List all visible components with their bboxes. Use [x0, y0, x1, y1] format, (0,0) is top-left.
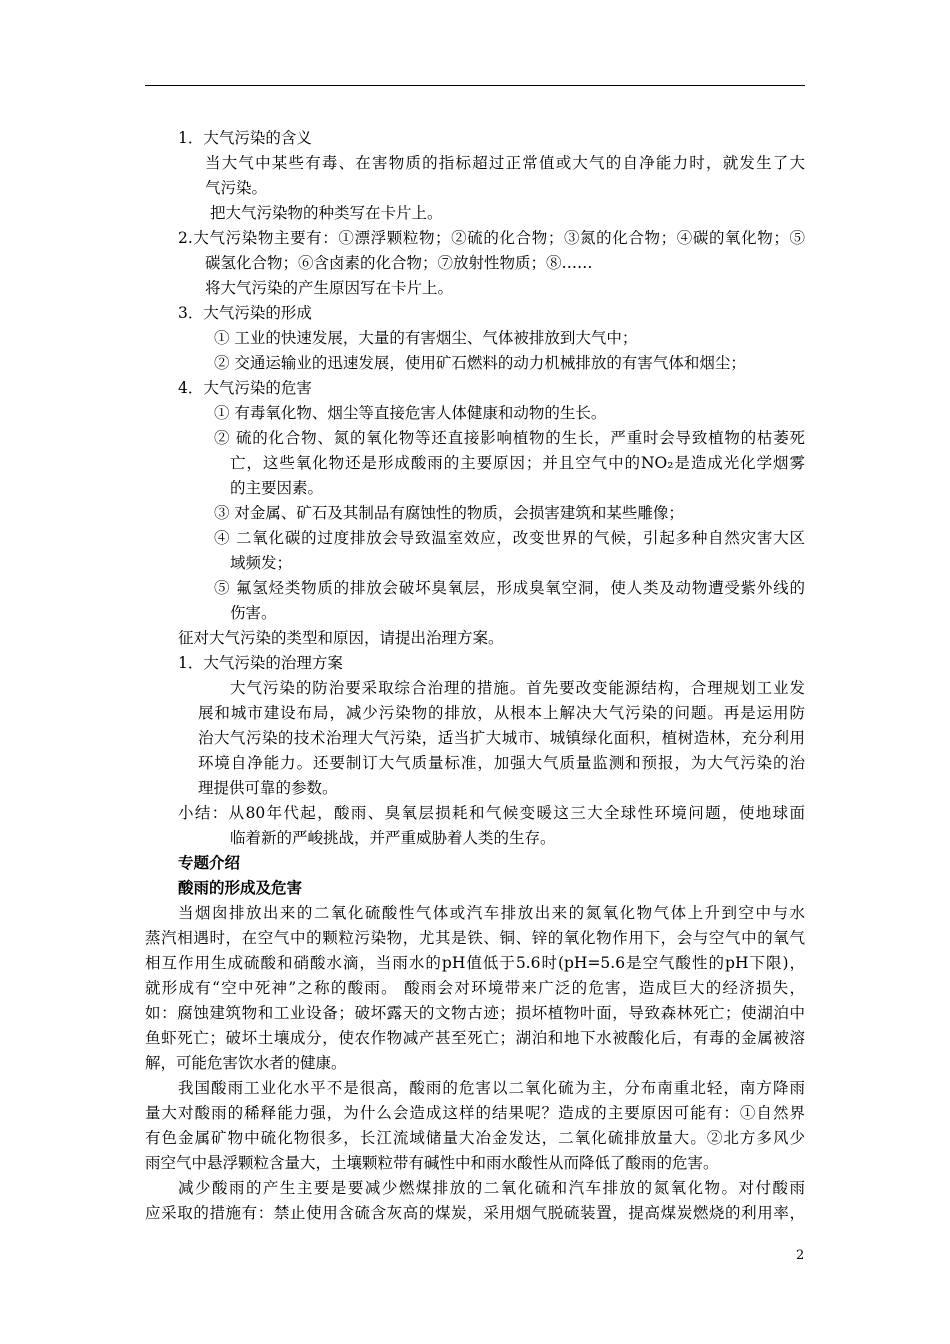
section-4-item-2-line-1: ② 硫的化合物、氮的氧化物等还直接影响植物的生长，严重时会导致植物的枯萎死 — [214, 429, 805, 447]
acid-rain-p2-line-4: 雨空气中悬浮颗粒含量大，土壤颗粒带有碱性中和雨水酸性从而降低了酸雨的危害。 — [145, 1154, 719, 1172]
section-4-item-2-line-3: 的主要因素。 — [230, 479, 324, 497]
section-5-line-1: 大气污染的防治要采取综合治理的措施。首先要改变能源结构，合理规划工业发 — [230, 679, 805, 697]
section-1-line-1: 当大气中某些有毒、在害物质的指标超过正常值或大气的自净能力时，就发生了大 — [205, 154, 805, 172]
section-4-item-5-line-1: ⑤ 氟氢烃类物质的排放会破坏臭氧层，形成臭氧空洞，使人类及动物遭受紫外线的 — [214, 579, 805, 597]
section-2-line-1: 2.大气污染物主要有：①漂浮颗粒物；②硫的化合物；③氮的化合物；④碳的氧化物；⑤ — [178, 229, 805, 247]
acid-rain-p2-line-3: 有色金属矿物中硫化物很多，长江流域储量大冶金发达，二氧化硫排放量大。②北方多风少 — [145, 1129, 805, 1147]
summary-line-1: 小结：从80年代起，酸雨、臭氧层损耗和气候变暖这三大全球性环境问题，使地球面 — [178, 804, 805, 822]
governance-prompt: 征对大气污染的类型和原因，请提出治理方案。 — [178, 629, 504, 647]
acid-rain-p1-line-3: 相互作用生成硫酸和硝酸水滴，当雨水的pH值低于5.6时(pH=5.6是空气酸性的pH下限)， — [145, 954, 805, 972]
page-number: 2 — [796, 1248, 805, 1263]
section-5-title: 1．大气污染的治理方案 — [178, 654, 343, 672]
acid-rain-p1-line-7: 解，可能危害饮水者的健康。 — [145, 1054, 347, 1072]
section-5-line-5: 理提供可靠的参数。 — [198, 779, 338, 797]
acid-rain-p1-line-2: 蒸汽相遇时，在空气中的颗粒污染物，尤其是铁、铜、锌的氧化物作用下，会与空气中的氧气 — [145, 929, 805, 947]
section-4-item-5-line-2: 伤害。 — [230, 604, 277, 622]
section-5-line-2: 展和城市建设布局，减少污染物的排放，从根本上解决大气污染的问题。再是运用防 — [198, 704, 805, 722]
section-4-title: 4．大气污染的危害 — [178, 379, 312, 397]
acid-rain-p3-line-1: 减少酸雨的产生主要是要减少燃煤排放的二氧化硫和汽车排放的氮氧化物。对付酸雨 — [178, 1179, 805, 1197]
section-3-item-2: ② 交通运输业的迅速发展，使用矿石燃料的动力机械排放的有害气体和烟尘； — [214, 354, 746, 372]
section-1-line-2: 气污染。 — [205, 179, 268, 197]
summary-line-2: 临着新的严峻挑战，并严重威胁着人类的生存。 — [230, 829, 556, 847]
section-1-note: 把大气污染物的种类写在卡片上。 — [210, 204, 443, 222]
section-5-line-3: 治大气污染的技术治理大气污染，适当扩大城市、城镇绿化面积，植树造林，充分利用 — [198, 729, 805, 747]
topic-heading: 专题介绍 — [178, 853, 241, 872]
header-rule — [145, 85, 805, 86]
section-3-item-1: ① 工业的快速发展，大量的有害烟尘、气体被排放到大气中； — [214, 329, 638, 347]
section-4-item-3: ③ 对金属、矿石及其制品有腐蚀性的物质，会损害建筑和某些雕像； — [214, 504, 684, 522]
section-4-item-4-line-2: 域频发； — [230, 554, 293, 572]
acid-rain-p2-line-2: 量大对酸雨的稀释能力强，为什么会造成这样的结果呢？造成的主要原因可能有：①自然界 — [145, 1104, 805, 1122]
acid-rain-p1-line-4: 就形成有“空中死神”之称的酸雨。 酸雨会对环境带来广泛的危害，造成巨大的经济损失， — [145, 979, 805, 997]
section-2-note: 将大气污染的产生原因写在卡片上。 — [205, 279, 454, 297]
acid-rain-p1-line-1: 当烟囱排放出来的二氧化硫酸性气体或汽车排放出来的氮氧化物气体上升到空中与水 — [178, 904, 805, 922]
section-4-item-4-line-1: ④ 二氧化碳的过度排放会导致温室效应，改变世界的气候，引起多种自然灾害大区 — [214, 529, 805, 547]
acid-rain-p3-line-2: 应采取的措施有：禁止使用含硫含灰高的煤炭，采用烟气脱硫装置，提高煤炭燃烧的利用率， — [145, 1204, 805, 1222]
section-1-title: 1．大气污染的含义 — [178, 129, 312, 147]
acid-rain-p1-line-6: 鱼虾死亡；破坏土壤成分，使农作物减产甚至死亡；湖泊和地下水被酸化后，有毒的金属被溶 — [145, 1029, 805, 1047]
section-4-item-2-line-2: 亡，这些氧化物还是形成酸雨的主要原因；并且空气中的NO₂是造成光化学烟雾 — [230, 454, 805, 472]
section-2-line-2: 碳氢化合物；⑥含卤素的化合物；⑦放射性物质；⑧…… — [205, 254, 593, 272]
section-5-line-4: 环境自净能力。还要制订大气质量标准，加强大气质量监测和预报，为大气污染的治 — [198, 754, 805, 772]
acid-rain-p1-line-5: 如：腐蚀建筑物和工业设备；破坏露天的文物古迹；损坏植物叶面，导致森林死亡；使湖泊中 — [145, 1004, 805, 1022]
acid-rain-p2-line-1: 我国酸雨工业化水平不是很高，酸雨的危害以二氧化硫为主，分布南重北轻，南方降雨 — [178, 1079, 805, 1097]
section-4-item-1: ① 有毒氧化物、烟尘等直接危害人体健康和动物的生长。 — [214, 404, 607, 422]
topic-subheading: 酸雨的形成及危害 — [178, 878, 303, 897]
section-3-title: 3．大气污染的形成 — [178, 304, 312, 322]
